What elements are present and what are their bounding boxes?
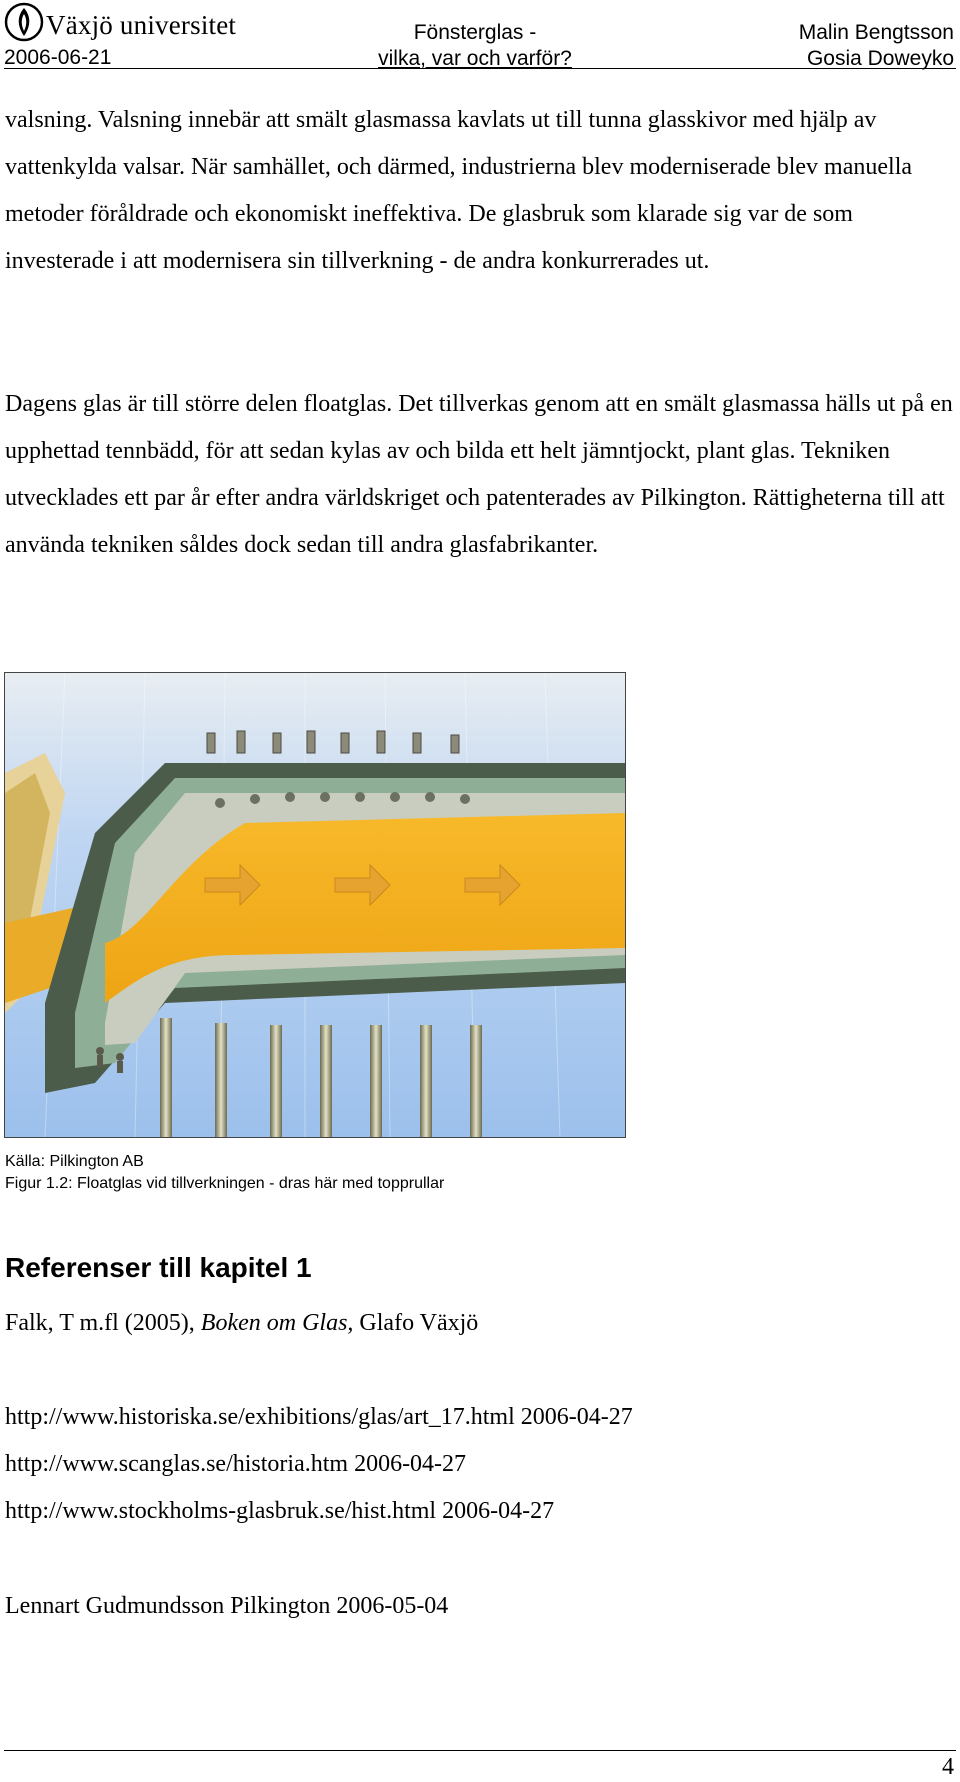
reference-link[interactable]: http://www.historiska.se/exhibitions/glas/art_17.html 2006-04-27 [5,1404,633,1430]
paragraph-floatglas: Dagens glas är till större delen floatglas. Det tillverkas genom att en smält glasmassa hälls ut på en upphettad tennbädd, för att sedan kylas av och bilda ett helt jämntjockt, plant glas. Tekniken utvecklades ett par år efter andra världskriget och patenterades av Pilkington. Rättigheterna till att använda tekniken såldes dock sedan till andra glasfabrikanter. [5,391,953,558]
title-line-1: Fönsterglas - [413,21,537,44]
reference-book-authors: Falk, T m.fl (2005), [5,1310,201,1336]
page-number: 4 [942,1754,954,1780]
authors [799,20,954,72]
float-glass-illustration [5,673,625,1137]
float-glass-figure [4,672,626,1138]
page-header [0,0,960,72]
reference-book-publisher: Glafo Växjö [353,1310,479,1336]
figure-source: Källa: Pilkington AB [5,1153,144,1170]
reference-book [5,1310,478,1337]
reference-book-title: Boken om Glas, [200,1310,354,1336]
author-1: Malin Bengtsson [798,21,954,44]
header-divider [4,68,956,69]
author-2: Gosia Doweyko [806,47,954,70]
figure-caption: Figur 1.2: Floatglas vid tillverkningen - dras här med topprullar [5,1175,445,1192]
reference-personal: Lennart Gudmundsson Pilkington 2006-05-04 [5,1593,449,1619]
university-logo-icon [4,2,44,42]
document-title [320,20,630,72]
paragraph-valsning: valsning. Valsning innebär att smält glasmassa kavlats ut till tunna glasskivor med hjälp av vattenkylda valsar. När samhället, och därmed, industrierna blev moderniserade blev manuella metoder föråldrade och ekonomiskt ineffektiva. De glasbruk som klarade sig var de som investerade i att modernisera sin tillverkning - de andra konkurrerades ut. [5,107,913,274]
title-line-2: vilka, var och varför? [378,47,572,70]
reference-link[interactable]: http://www.stockholms-glasbruk.se/hist.html 2006-04-27 [5,1498,555,1524]
document-date: 2006-06-21 [4,46,112,69]
reference-link[interactable]: http://www.scanglas.se/historia.htm 2006-04-27 [5,1451,467,1477]
references-heading: Referenser till kapitel 1 [5,1252,312,1283]
university-name: Växjö universitet [46,10,237,40]
footer-divider [4,1750,956,1751]
